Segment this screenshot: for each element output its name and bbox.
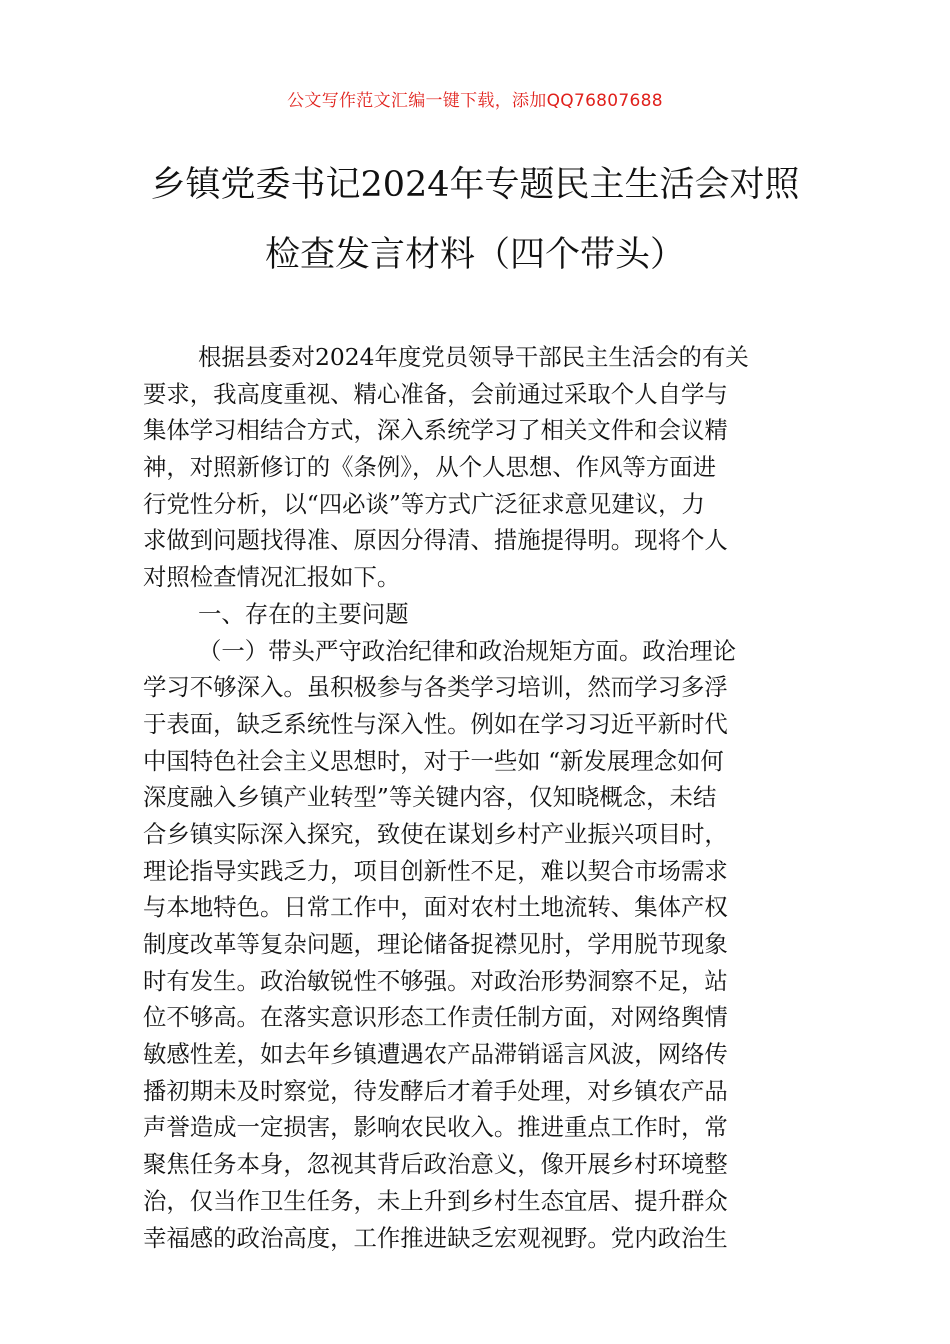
body-line: 学习不够深入。虽积极参与各类学习培训，然而学习多浮 (143, 673, 728, 702)
body-line: 根据县委对2024年度党员领导干部民主生活会的有关 (198, 343, 749, 371)
body-line: 合乡镇实际深入探究，致使在谋划乡村产业振兴项目时， (143, 819, 728, 848)
body-line: 神，对照新修订的《条例》，从个人思想、作风等方面进 (143, 453, 717, 482)
body-line: 于表面，缺乏系统性与深入性。例如在学习习近平新时代 (143, 709, 728, 738)
body-line: 时有发生。政治敏锐性不够强。对政治形势洞察不足，站 (143, 966, 728, 995)
body-line: 聚焦任务本身，忽视其背后政治意义，像开展乡村环境整 (143, 1150, 728, 1179)
body-line: 播初期未及时察觉，待发酵后才着手处理，对乡镇农产品 (143, 1076, 728, 1105)
document-title (80, 150, 870, 290)
body-line: 敏感性差，如去年乡镇遭遇农产品滞销谣言风波，网络传 (143, 1040, 728, 1069)
body-line: 与本地特色。日常工作中，面对农村土地流转、集体产权 (143, 893, 728, 922)
body-line: 治，仅当作卫生任务，未上升到乡村生态宜居、提升群众 (143, 1186, 728, 1215)
body-line: 幸福感的政治高度，工作推进缺乏宏观视野。党内政治生 (143, 1223, 728, 1252)
subsection-heading-line: （一）带头严守政治纪律和政治规矩方面。政治理论 (198, 636, 736, 665)
body-line: 深度融入乡镇产业转型”等关键内容，仅知晓概念，未结 (143, 783, 717, 812)
body-line: 求做到问题找得准、原因分得清、措施提得明。现将个人 (143, 526, 728, 555)
body-line: 中国特色社会主义思想时，对于一些如 “新发展理念如何 (143, 746, 724, 775)
download-banner (0, 86, 950, 111)
body-line: 制度改革等复杂问题，理论储备捉襟见肘，学用脱节现象 (143, 930, 728, 958)
body-line: 行党性分析，以“四必谈”等方式广泛征求意见建议，力 (143, 489, 705, 518)
section-heading: 一、存在的主要问题 (198, 599, 409, 628)
banner-text: 公文写作范文汇编一键下载，添加QQ76807688 (287, 91, 663, 111)
body-line: 集体学习相结合方式，深入系统学习了相关文件和会议精 (143, 416, 728, 445)
title-line-2: 检查发言材料（四个带头） (264, 235, 685, 275)
body-line: 对照检查情况汇报如下。 (143, 563, 401, 592)
body-line: 理论指导实践乏力，项目创新性不足，难以契合市场需求 (143, 856, 728, 885)
body-line: 声誉造成一定损害，影响农民收入。推进重点工作时，常 (143, 1113, 728, 1142)
body-line: 位不够高。在落实意识形态工作责任制方面，对网络舆情 (143, 1003, 728, 1032)
title-line-1: 乡镇党委书记2024年专题民主生活会对照 (150, 165, 800, 205)
document-body (143, 339, 809, 1256)
body-line: 要求，我高度重视、精心准备，会前通过采取个人自学与 (143, 379, 728, 408)
